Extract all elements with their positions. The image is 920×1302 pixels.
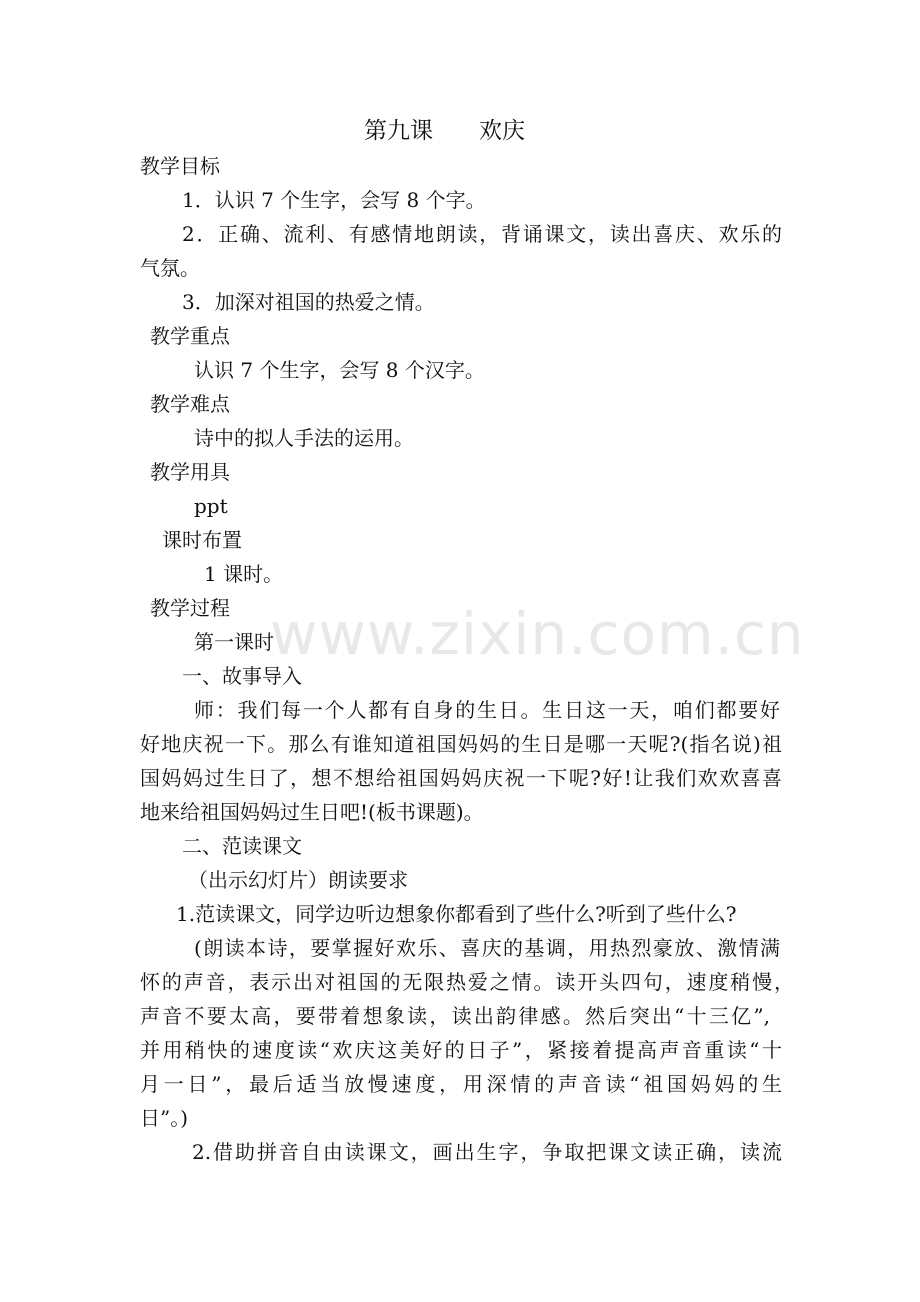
objective-2-line-2: 气氛。 bbox=[140, 256, 200, 280]
difficulty-body: 诗中的拟人手法的运用。 bbox=[194, 426, 414, 450]
process-heading: 教学过程 bbox=[150, 596, 230, 620]
objective-3: 3．加深对祖国的热爱之情。 bbox=[182, 290, 435, 314]
reading-note-line-4: 并用稍快的速度读“欢庆这美好的日子”，紧接着提高声音重读“十 bbox=[140, 1038, 782, 1062]
step-1-heading: 一、故事导入 bbox=[182, 664, 302, 688]
objective-2-line-1: 2．正确、流利、有感情地朗读，背诵课文，读出喜庆、欢乐的 bbox=[182, 222, 782, 246]
first-period: 第一课时 bbox=[194, 630, 274, 654]
story-line-3: 国妈妈过生日了，想不想给祖国妈妈庆祝一下呢?好!让我们欢欢喜喜 bbox=[140, 766, 782, 790]
page-title: 第九课 欢庆 bbox=[364, 118, 525, 144]
key-points-heading: 教学重点 bbox=[150, 324, 230, 348]
tools-heading: 教学用具 bbox=[150, 460, 230, 484]
hours-heading: 课时布置 bbox=[162, 528, 242, 552]
reading-note-line-6: 日”。) bbox=[140, 1106, 189, 1130]
reading-note-line-2: 怀的声音，表示出对祖国的无限热爱之情。读开头四句，速度稍慢， bbox=[140, 970, 794, 994]
reading-note-line-5: 月一日”，最后适当放慢速度，用深情的声音读“祖国妈妈的生 bbox=[140, 1072, 782, 1096]
requirement-1: 1.范读课文，同学边听边想象你都看到了些什么?听到了些什么? bbox=[176, 902, 737, 926]
reading-note-line-1: (朗读本诗，要掌握好欢乐、喜庆的基调，用热烈豪放、激情满 bbox=[194, 936, 780, 960]
requirement-2: 2.借助拼音自由读课文，画出生字，争取把课文读正确，读流 bbox=[192, 1140, 782, 1164]
reading-note-line-3: 声音不要太高，要带着想象读，读出韵律感。然后突出“十三亿”, bbox=[140, 1004, 770, 1028]
hours-body: 1 课时。 bbox=[204, 562, 284, 586]
difficulty-heading: 教学难点 bbox=[150, 392, 230, 416]
story-line-1: 师：我们每一个人都有自身的生日。生日这一天，咱们都要好 bbox=[194, 698, 780, 722]
step-2-heading: 二、范读课文 bbox=[182, 834, 302, 858]
key-points-body: 认识 7 个生字，会写 8 个汉字。 bbox=[194, 358, 485, 382]
slide-note: （出示幻灯片）朗读要求 bbox=[188, 868, 408, 892]
tools-body: ppt bbox=[194, 494, 228, 518]
story-line-2: 好地庆祝一下。那么有谁知道祖国妈妈的生日是哪一天呢?(指名说)祖 bbox=[140, 732, 782, 756]
story-line-4: 地来给祖国妈妈过生日吧!(板书课题)。 bbox=[140, 800, 484, 824]
watermark: www.zixin.com.cn bbox=[270, 600, 805, 668]
objective-1: 1．认识 7 个生字，会写 8 个字。 bbox=[182, 188, 486, 212]
objectives-heading: 教学目标 bbox=[140, 154, 220, 178]
